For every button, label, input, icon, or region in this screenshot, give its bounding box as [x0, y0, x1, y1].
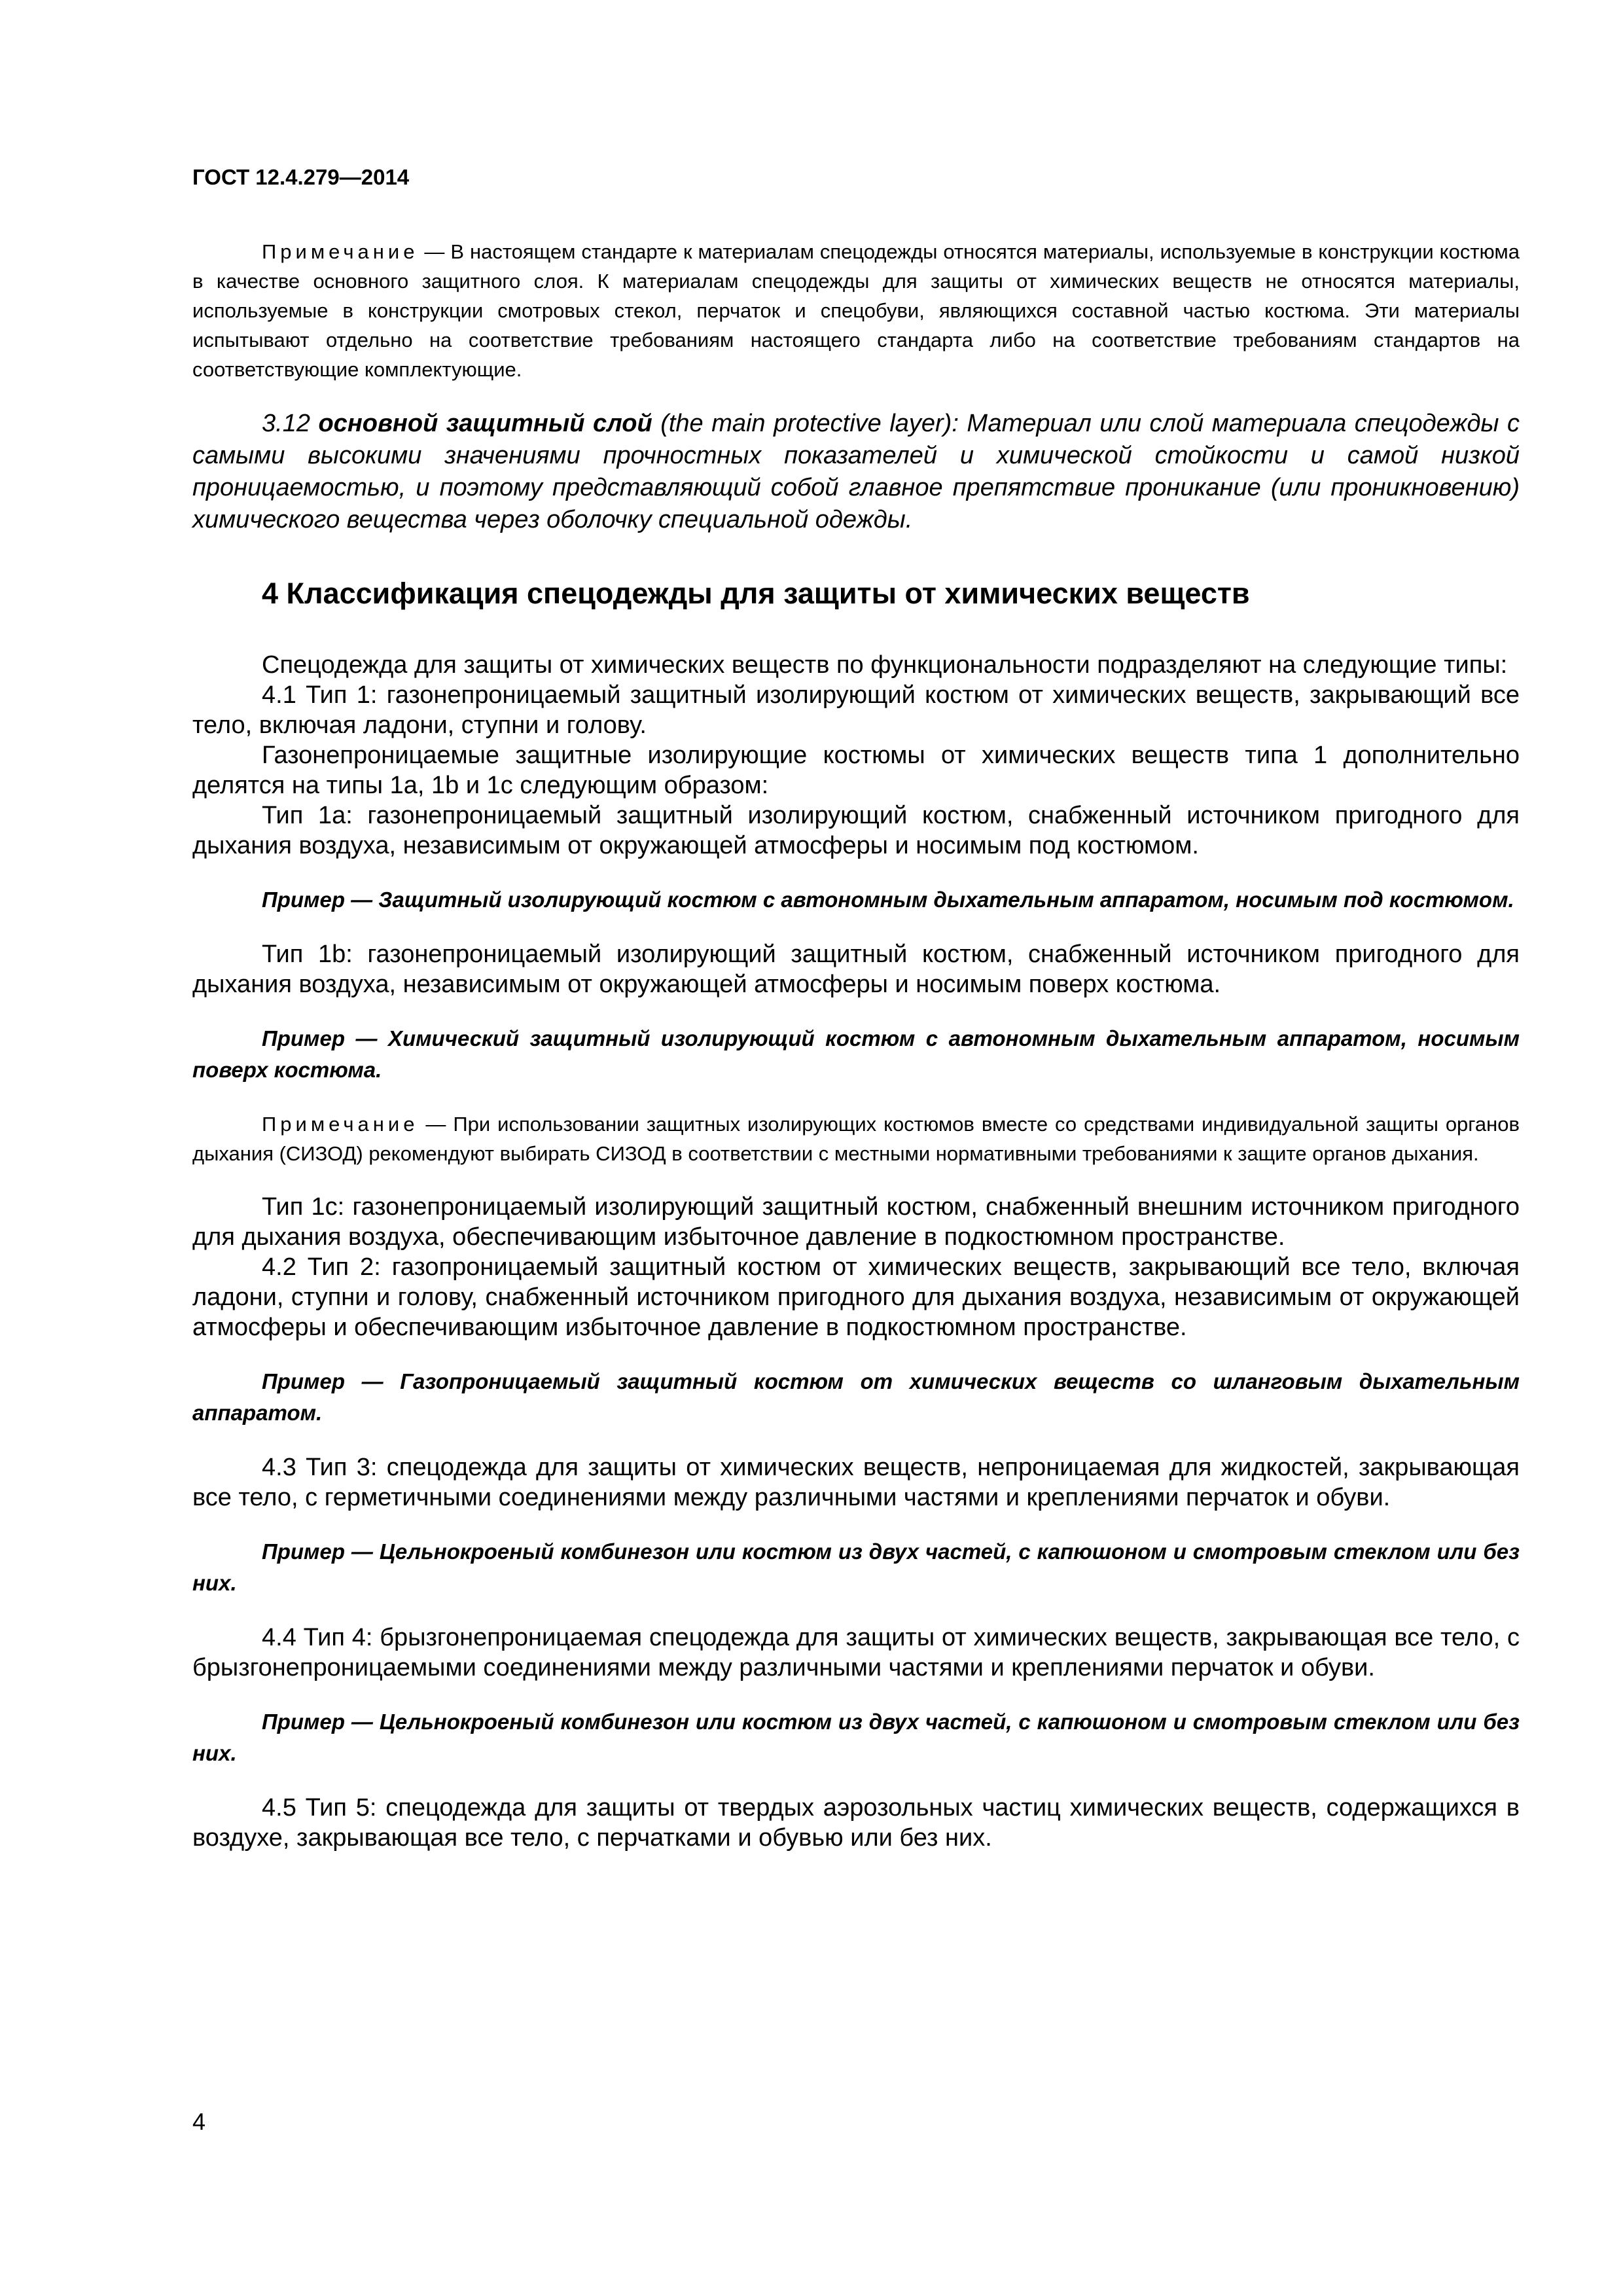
paragraph-type-1a: Тип 1a: газонепроницаемый защитный изолирующий костюм, снабженный источником пригодного для дыхания воздуха, независимым от окружающей атмосферы и носимым под костюмом. — [192, 802, 1520, 859]
document-header: ГОСТ 12.4.279—2014 — [192, 165, 410, 189]
note-paragraph — [192, 237, 1520, 384]
paragraph-type-1c: Тип 1c: газонепроницаемый изолирующий защитный костюм, снабженный внешним источником пригодного для дыхания воздуха, обеспечивающим избыточное давление в подкостюмном пространстве. — [192, 1193, 1520, 1251]
paragraph-4-2: 4.2 Тип 2: газопроницаемый защитный костюм от химических веществ, закрывающий все тело, включая ладони, ступни и голову, снабженный источником пригодного для дыхания воздуха, независимым от окружающей атмосферы и обеспечивающим избыточное давление в подкостюмном пространстве. — [192, 1253, 1520, 1341]
note-label: Примечание — [262, 1113, 419, 1136]
page-number: 4 — [192, 2108, 206, 2135]
document-page — [192, 164, 1520, 1853]
example-type-3: Пример — Цельнокроеный комбинезон или костюм из двух частей, с капюшоном и смотровым стеклом или без них. — [192, 1539, 1520, 1595]
example-type-4: Пример — Цельнокроеный комбинезон или костюм из двух частей, с капюшоном и смотровым стеклом или без них. — [192, 1710, 1520, 1765]
paragraph-4-1-types: Газонепроницаемые защитные изолирующие костюмы от химических веществ типа 1 дополнительно делятся на типы 1a, 1b и 1c следующим образом: — [192, 742, 1520, 799]
paragraph-4-4: 4.4 Тип 4: брызгонепроницаемая спецодежда для защиты от химических веществ, закрывающая все тело, с брызгонепроницаемыми соединениями между различными частями и креплениями перчаток и обуви. — [192, 1624, 1520, 1681]
example-type-2: Пример — Газопроницаемый защитный костюм от химических веществ со шланговым дыхательным аппаратом. — [192, 1369, 1520, 1425]
example-type-1b: Пример — Химический защитный изолирующий костюм с автономным дыхательным аппаратом, носимым поверх костюма. — [192, 1026, 1520, 1082]
term-text: (the main protective layer): Материал или слой материала спецодежды с самыми высокими значениями прочностных показателей и химической стойкости и самой низкой проницаемостью, и поэтому представляющий собой главное препятствие проникание (или проникновению) химического вещества через оболочку специальной одежды. — [192, 410, 1520, 533]
example-type-1a: Пример — Защитный изолирующий костюм с автономным дыхательным аппаратом, носимым под костюмом. — [262, 888, 1514, 912]
paragraph-intro: Спецодежда для защиты от химических веществ по функциональности подразделяют на следующие типы: — [262, 651, 1508, 679]
term-number: 3.12 — [262, 410, 319, 437]
term-name: основной защитный слой — [318, 410, 652, 437]
note-text: — В настоящем стандарте к материалам спецодежды относятся материалы, используемые в конструкции костюма в качестве основного защитного слоя. К материалам спецодежды для защиты от химических веществ не относятся материалы, используемые в конструкции смотровых стекол, перчаток и спецобуви, являющихся составной частью костюма. Эти материалы испытывают отдельно на соответствие требованиям настоящего стандарта либо на соответствие требованиям стандартов на соответствующие комплектующие. — [192, 240, 1520, 381]
note-label: Примечание — [262, 240, 419, 263]
paragraph-4-5: 4.5 Тип 5: спецодежда для защиты от твердых аэрозольных частиц химических веществ, содержащихся в воздухе, закрывающая все тело, с перчатками и обувью или без них. — [192, 1794, 1520, 1852]
section-title: 4 Классификация спецодежды для защиты от химических веществ — [262, 577, 1250, 610]
note-text: — При использовании защитных изолирующих костюмов вместе со средствами индивидуальной защиты органов дыхания (СИЗОД) рекомендуют выбирать СИЗОД в соответствии с местными нормативными требованиями к защите органов дыхания. — [192, 1113, 1520, 1165]
paragraph-4-1: 4.1 Тип 1: газонепроницаемый защитный изолирующий костюм от химических веществ, закрывающий все тело, включая ладони, ступни и голову. — [192, 681, 1520, 739]
paragraph-4-3: 4.3 Тип 3: спецодежда для защиты от химических веществ, непроницаемая для жидкостей, закрывающая все тело, с герметичными соединениями между различными частями и креплениями перчаток и обуви. — [192, 1454, 1520, 1511]
note-paragraph-2 — [192, 1109, 1520, 1168]
term-definition-3-12 — [192, 408, 1520, 536]
paragraph-type-1b: Тип 1b: газонепроницаемый изолирующий защитный костюм, снабженный источником пригодного для дыхания воздуха, независимым от окружающей атмосферы и носимым поверх костюма. — [192, 941, 1520, 998]
